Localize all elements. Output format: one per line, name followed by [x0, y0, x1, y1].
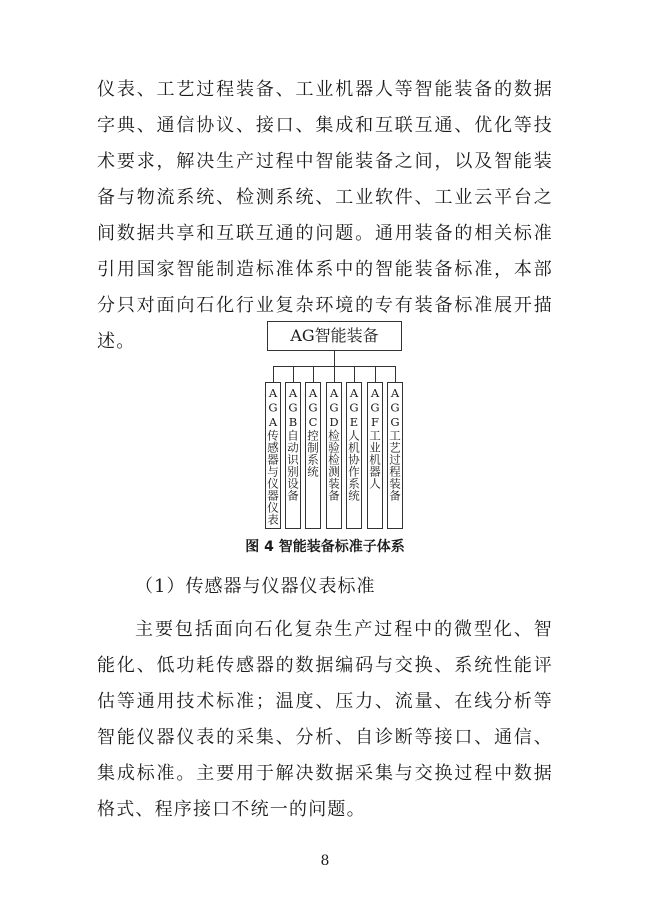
child-connector: [395, 366, 396, 382]
figure-caption: 图 4 智能装备标准子体系: [245, 539, 405, 555]
child-connector: [334, 366, 335, 382]
section-heading: （1）传感器与仪器仪表标准: [135, 576, 376, 597]
diagram-child-agc: AGC控制系统: [305, 382, 321, 529]
page-number: 8: [320, 853, 330, 869]
horizontal-connector: [273, 366, 396, 367]
child-connector: [354, 366, 355, 382]
diagram-child-aga: AGA传感器与仪器仪表: [265, 382, 281, 529]
diagram-child-agf: AGF工业机器人: [367, 382, 383, 529]
diagram-child-agd: AGD检验检测装备: [326, 382, 342, 529]
child-connector: [273, 366, 274, 382]
diagram-child-agg: AGG工艺过程装备: [387, 382, 403, 529]
body-paragraph: 主要包括面向石化复杂生产过程中的微型化、智能化、低功耗传感器的数据编码与交换、系统性能评估等通用技术标准；温度、压力、流量、在线分析等智能仪器仪表的采集、分析、自诊断等接口、通信、集成标准。主要用于解决数据采集与交换过程中数据格式、程序接口不统一的问题。: [97, 619, 553, 820]
intro-paragraph: 仪表、工艺过程装备、工业机器人等智能装备的数据字典、通信协议、接口、集成和互联互通、优化等技术要求，解决生产过程中智能装备之间，以及智能装备与物流系统、检测系统、工业软件、工业云平台之间数据共享和互联互通的问题。通用装备的相关标准引用国家智能制造标准体系中的智能装备标准，本部分只对面向石化行业复杂环境的专有装备标准展开描述。: [97, 79, 553, 352]
child-connector: [293, 366, 294, 382]
child-connector: [313, 366, 314, 382]
diagram-child-agb: AGB自动识别设备: [285, 382, 301, 529]
child-connector: [375, 366, 376, 382]
diagram-child-age: AGE人机协作系统: [346, 382, 362, 529]
diagram-root-box: AG智能装备: [267, 321, 402, 351]
